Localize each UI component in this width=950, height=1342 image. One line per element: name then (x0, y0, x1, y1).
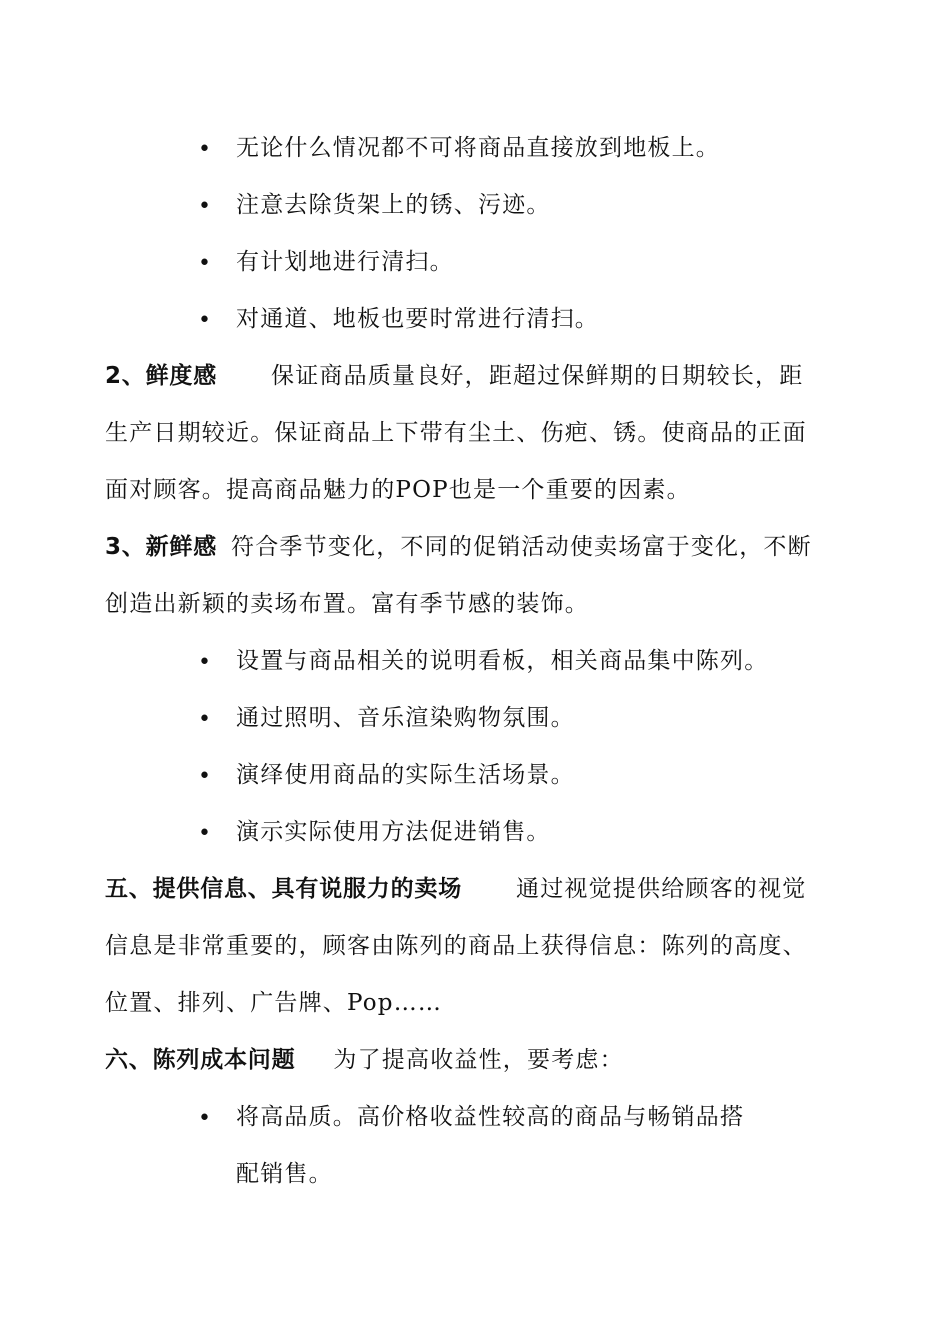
section-3-heading: 3、新鲜感 (105, 534, 218, 560)
bullet-dot: • (198, 308, 211, 333)
list-item: 设置与商品相关的说明看板，相关商品集中陈列。 (236, 648, 769, 674)
section-3-text: 符合季节变化，不同的促销活动使卖场富于变化，不断 (231, 534, 812, 560)
section-5-text: 通过视觉提供给顾客的视觉 (516, 876, 807, 902)
section-2-line-2: 生产日期较近。保证商品上下带有尘土、伤疤、锈。使商品的正面 (105, 420, 807, 446)
section-6-heading: 六、陈列成本问题 (105, 1047, 296, 1073)
bullet-dot: • (198, 251, 211, 276)
bullet-dot: • (198, 650, 211, 675)
list-item: 演绎使用商品的实际生活场景。 (236, 762, 575, 788)
section-5-line-2: 信息是非常重要的，顾客由陈列的商品上获得信息：陈列的高度、 (105, 933, 807, 959)
list-item-continuation: 配销售。 (236, 1161, 333, 1187)
section-3-line-1 (105, 532, 812, 562)
section-5-line-3: 位置、排列、广告牌、Pop…… (105, 990, 443, 1016)
list-item: 演示实际使用方法促进销售。 (236, 819, 551, 845)
section-6-text: 为了提高收益性，要考虑： (333, 1047, 624, 1073)
list-item: 通过照明、音乐渲染购物氛围。 (236, 705, 575, 731)
section-2-line-3: 面对顾客。提高商品魅力的POP也是一个重要的因素。 (105, 477, 691, 503)
list-item: 注意去除货架上的锈、污迹。 (236, 192, 551, 218)
list-item: 对通道、地板也要时常进行清扫。 (236, 306, 599, 332)
list-item: 有计划地进行清扫。 (236, 249, 454, 275)
section-2-text: 保证商品质量良好，距超过保鲜期的日期较长，距 (271, 363, 804, 389)
bullet-dot: • (198, 764, 211, 789)
section-3-line-2: 创造出新颖的卖场布置。富有季节感的装饰。 (105, 591, 589, 617)
section-2-heading: 2、鲜度感 (105, 363, 218, 389)
bullet-dot: • (198, 194, 211, 219)
section-5-line-1 (105, 874, 806, 904)
bullet-dot: • (198, 707, 211, 732)
bullet-dot: • (198, 1106, 211, 1131)
list-item: 将高品质。高价格收益性较高的商品与畅销品搭 (236, 1104, 745, 1130)
section-6-line-1 (105, 1045, 624, 1075)
section-2-line-1 (105, 361, 803, 391)
section-5-heading: 五、提供信息、具有说服力的卖场 (105, 876, 462, 902)
bullet-dot: • (198, 821, 211, 846)
bullet-dot: • (198, 137, 211, 162)
list-item: 无论什么情况都不可将商品直接放到地板上。 (236, 135, 720, 161)
